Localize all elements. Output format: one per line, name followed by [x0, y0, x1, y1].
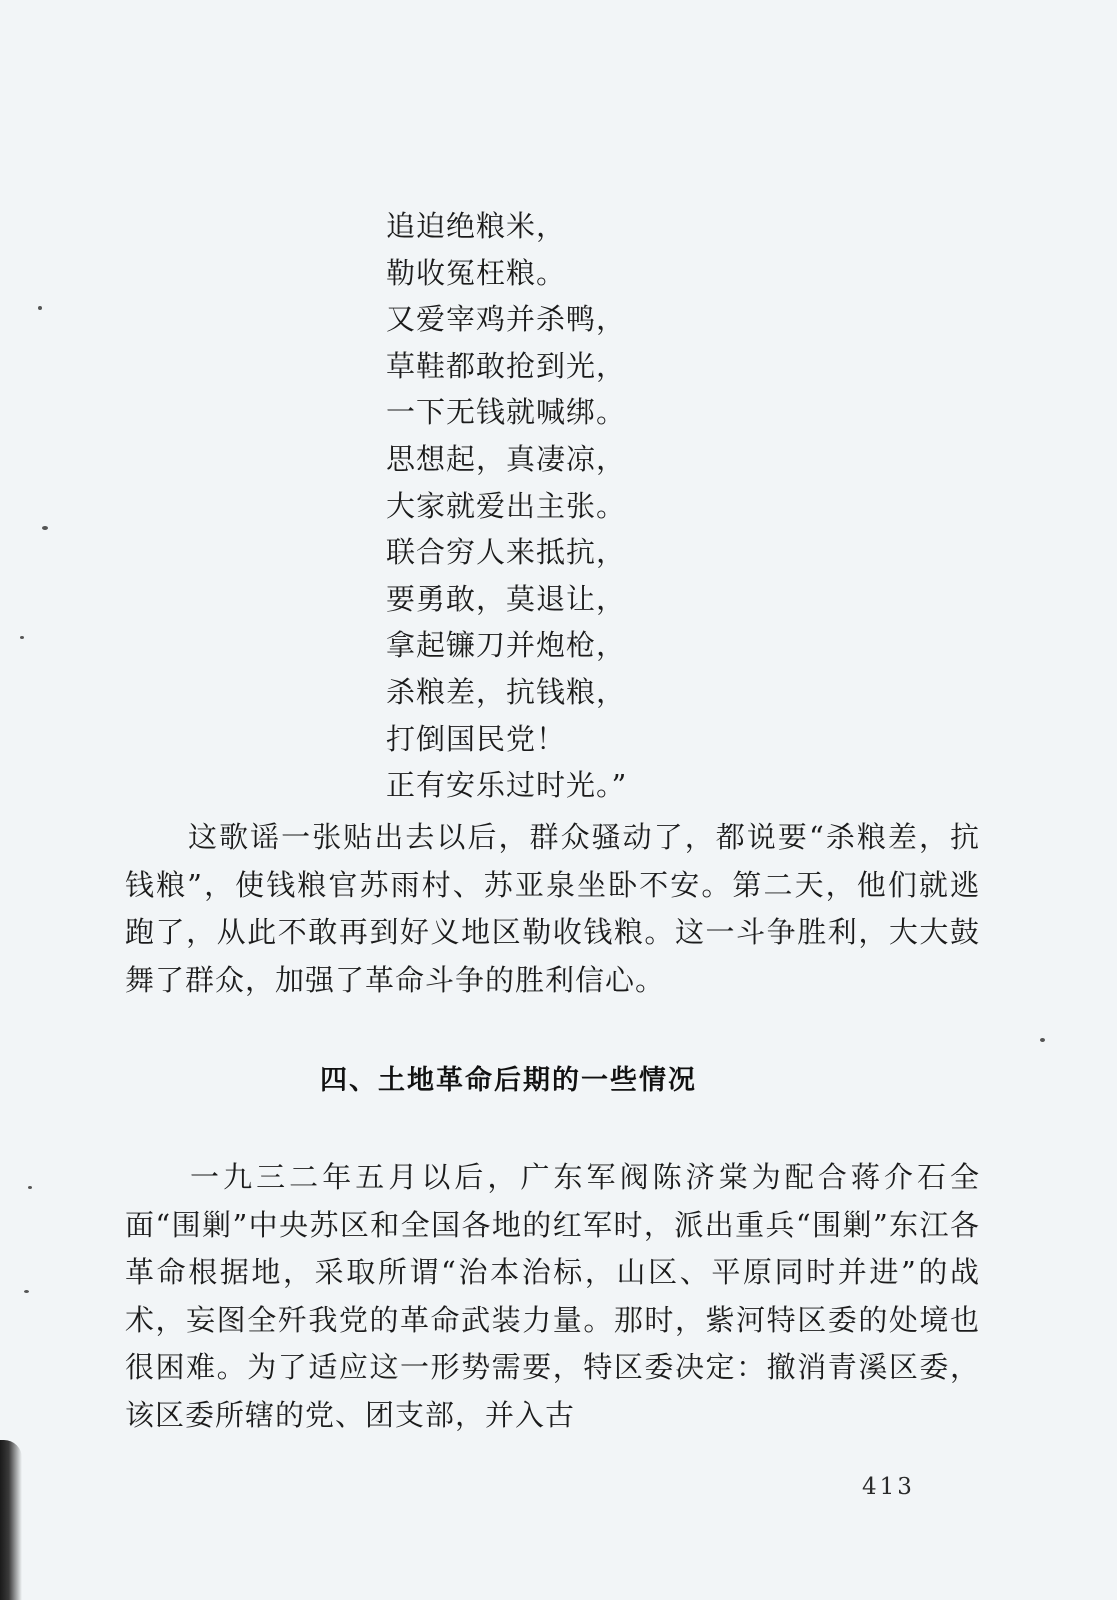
poem-line: 思想起，真凄凉， — [386, 441, 627, 476]
scan-speck — [1040, 1038, 1045, 1042]
page-number: 413 — [862, 1474, 915, 1500]
poem-line: 正有安乐过时光。” — [386, 768, 628, 803]
body-paragraph — [125, 1154, 980, 1439]
poem-line: 打倒国民党！ — [386, 721, 567, 756]
poem-line: 拿起镰刀并炮枪， — [386, 628, 627, 663]
scan-edge-shadow — [0, 1440, 22, 1600]
poem-line: 又爱宰鸡并杀鸭， — [386, 302, 627, 337]
paragraph-text: 一九三二年五月以后，广东军阀陈济棠为配合蒋介石全面“围剿”中央苏区和全国各地的红军时，派出重兵“围剿”东江各革命根据地，采取所谓“治本治标，山区、平原同时并进”的战术，妄图全歼我党的革命武装力量。那时，紫河特区委的处境也很困难。为了适应这一形势需要，特区委决定：撤消青溪区委，该区委所辖的党、团支部，并入古 — [125, 1160, 980, 1432]
scan-speck — [24, 1290, 29, 1293]
poem-line: 草鞋都敢抢到光， — [386, 348, 627, 383]
poem-line: 联合穷人来抵抗， — [386, 535, 627, 570]
poem-line: 勒收冤枉粮。 — [386, 255, 567, 290]
body-paragraph — [125, 814, 980, 1004]
section-heading: 四、土地革命后期的一些情况 — [320, 1065, 697, 1096]
poem-line: 大家就爱出主张。 — [386, 488, 627, 523]
poem-line: 追迫绝粮米， — [386, 209, 567, 243]
paragraph-text: 这歌谣一张贴出去以后，群众骚动了，都说要“杀粮差，抗钱粮”，使钱粮官苏雨村、苏亚泉坐卧不安。第二天，他们就逃跑了，从此不敢再到好义地区勒收钱粮。这一斗争胜利，大大鼓舞了群众，加强了革命斗争的胜利信心。 — [125, 820, 980, 997]
scan-speck — [38, 306, 42, 310]
scan-speck — [42, 526, 48, 530]
poem-line: 要勇敢，莫退让， — [386, 581, 627, 616]
scan-speck — [20, 636, 24, 639]
poem-line: 杀粮差，抗钱粮， — [386, 674, 627, 709]
scan-speck — [28, 1186, 32, 1189]
poem-block — [386, 203, 706, 809]
poem-line: 一下无钱就喊绑。 — [386, 395, 627, 430]
